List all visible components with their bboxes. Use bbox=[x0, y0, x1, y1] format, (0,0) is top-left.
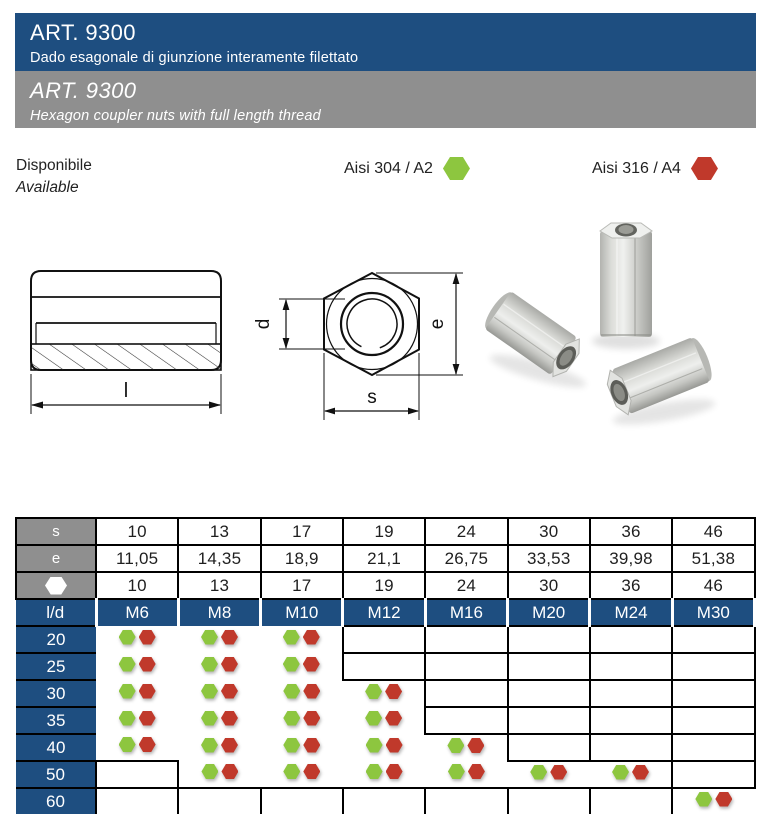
availability-label-it: Disponibile bbox=[16, 157, 92, 174]
red-hex-icon bbox=[303, 711, 320, 726]
availability-cell-available bbox=[508, 761, 590, 788]
spec-value-cell: 46 bbox=[672, 518, 754, 545]
row-header-e: e bbox=[16, 545, 96, 572]
legend-aisi-304 bbox=[344, 157, 470, 180]
thread-size-cell: M30 bbox=[672, 599, 754, 626]
spec-value-cell: 18,9 bbox=[261, 545, 343, 572]
red-hex-icon bbox=[303, 630, 320, 645]
spec-value-cell: 14,35 bbox=[178, 545, 260, 572]
availability-cell-available bbox=[261, 707, 343, 734]
row-header-length-40: 40 bbox=[16, 734, 96, 761]
green-hex-icon bbox=[119, 657, 136, 672]
availability-pair bbox=[283, 684, 320, 699]
availability-cell-empty bbox=[590, 680, 672, 707]
availability-cell-empty bbox=[508, 680, 590, 707]
availability-cell-available bbox=[96, 680, 178, 707]
availability-pair bbox=[201, 684, 238, 699]
thread-size-cell: M8 bbox=[178, 599, 260, 626]
availability-pair bbox=[119, 684, 156, 699]
green-hex-icon bbox=[119, 684, 136, 699]
spec-value-cell: 13 bbox=[178, 518, 260, 545]
row-header-length-35: 35 bbox=[16, 707, 96, 734]
hexagon-outline bbox=[324, 273, 419, 375]
green-hex-icon bbox=[283, 630, 300, 645]
availability-cell-available bbox=[590, 761, 672, 788]
red-hex-icon bbox=[468, 764, 485, 779]
availability-pair bbox=[283, 657, 320, 672]
spec-value-cell: 30 bbox=[508, 572, 590, 599]
red-hex-icon bbox=[385, 711, 402, 726]
length-row bbox=[16, 680, 755, 707]
availability-cell-available bbox=[261, 761, 343, 788]
green-hex-icon bbox=[201, 764, 218, 779]
availability-cell-empty bbox=[425, 788, 507, 814]
availability-cell-empty bbox=[590, 707, 672, 734]
availability-cell-empty bbox=[672, 680, 754, 707]
article-description-en: Hexagon coupler nuts with full length thread bbox=[30, 108, 321, 125]
availability-pair bbox=[119, 630, 156, 645]
red-hex-icon bbox=[303, 738, 320, 753]
availability-cell-empty bbox=[590, 734, 672, 761]
availability-pair bbox=[448, 764, 485, 779]
availability-label-en: Available bbox=[16, 179, 79, 197]
availability-pair bbox=[612, 765, 649, 780]
green-hex-icon bbox=[119, 711, 136, 726]
green-hex-icon bbox=[612, 765, 629, 780]
row-header-hex-cell bbox=[16, 572, 96, 599]
thread-size-cell: M6 bbox=[96, 599, 178, 626]
length-row bbox=[16, 653, 755, 680]
availability-cell-empty bbox=[590, 653, 672, 680]
availability-cell-empty bbox=[343, 653, 425, 680]
availability-pair bbox=[365, 684, 402, 699]
green-hex-icon bbox=[448, 764, 465, 779]
dimension-length-label: l bbox=[123, 380, 129, 402]
length-row bbox=[16, 734, 755, 761]
availability-cell-empty bbox=[261, 788, 343, 814]
legend-aisi-316-label: Aisi 316 / A4 bbox=[592, 159, 681, 177]
availability-cell-available bbox=[96, 707, 178, 734]
availability-cell-empty bbox=[425, 626, 507, 653]
availability-cell-empty bbox=[508, 707, 590, 734]
availability-pair bbox=[695, 792, 732, 807]
spec-value-cell: 26,75 bbox=[425, 545, 507, 572]
legend-aisi-304-label: Aisi 304 / A2 bbox=[344, 159, 433, 177]
red-hex-icon bbox=[632, 765, 649, 780]
spec-value-cell: 30 bbox=[508, 518, 590, 545]
availability-cell-empty bbox=[672, 734, 754, 761]
red-hex-icon bbox=[139, 630, 156, 645]
row-header-length-30: 30 bbox=[16, 680, 96, 707]
article-number-en: ART. 9300 bbox=[30, 78, 137, 103]
availability-cell-available bbox=[178, 707, 260, 734]
red-hex-icon bbox=[139, 711, 156, 726]
drawing-side-view bbox=[25, 264, 227, 421]
availability-pair bbox=[119, 711, 156, 726]
spec-value-cell: 17 bbox=[261, 572, 343, 599]
drawing-front-view bbox=[253, 248, 468, 425]
availability-pair bbox=[530, 765, 567, 780]
spec-value-cell: 10 bbox=[96, 572, 178, 599]
red-hex-icon bbox=[139, 684, 156, 699]
red-hex-icon bbox=[303, 684, 320, 699]
availability-cell-available bbox=[672, 788, 754, 814]
red-hex-icon bbox=[139, 737, 156, 752]
green-hex-icon bbox=[201, 657, 218, 672]
spec-header-row bbox=[16, 545, 755, 572]
article-description-it: Dado esagonale di giunzione interamente filettato bbox=[30, 50, 359, 67]
spec-value-cell: 36 bbox=[590, 572, 672, 599]
red-hex-icon bbox=[221, 738, 238, 753]
red-hex-icon bbox=[550, 765, 567, 780]
green-hex-icon bbox=[695, 792, 712, 807]
spec-value-cell: 11,05 bbox=[96, 545, 178, 572]
product-photo bbox=[468, 198, 763, 433]
availability-cell-available bbox=[425, 734, 507, 761]
green-hex-icon bbox=[201, 711, 218, 726]
green-hex-icon bbox=[365, 684, 382, 699]
availability-cell-available bbox=[178, 653, 260, 680]
header-bar-english bbox=[15, 71, 756, 128]
availability-cell-empty bbox=[508, 734, 590, 761]
availability-cell-empty bbox=[672, 761, 754, 788]
availability-cell-empty bbox=[425, 653, 507, 680]
availability-cell-available bbox=[343, 734, 425, 761]
availability-cell-available bbox=[96, 626, 178, 653]
green-hex-icon bbox=[201, 738, 218, 753]
row-header-length-60: 60 bbox=[16, 788, 96, 814]
availability-pair bbox=[283, 764, 320, 779]
spec-value-cell: 36 bbox=[590, 518, 672, 545]
spec-value-cell: 46 bbox=[672, 572, 754, 599]
availability-cell-available bbox=[96, 653, 178, 680]
availability-cell-empty bbox=[590, 788, 672, 814]
thread-size-cell: M20 bbox=[508, 599, 590, 626]
row-header-length-20: 20 bbox=[16, 626, 96, 653]
availability-cell-available bbox=[178, 761, 260, 788]
availability-pair bbox=[366, 764, 403, 779]
availability-cell-empty bbox=[508, 626, 590, 653]
thread-size-cell: M12 bbox=[343, 599, 425, 626]
availability-cell-empty bbox=[425, 707, 507, 734]
row-header-s: s bbox=[16, 518, 96, 545]
availability-cell-empty bbox=[590, 626, 672, 653]
article-number-it: ART. 9300 bbox=[30, 20, 136, 45]
red-hex-icon bbox=[139, 657, 156, 672]
availability-pair bbox=[283, 630, 320, 645]
availability-pair bbox=[283, 711, 320, 726]
green-hex-icon bbox=[283, 684, 300, 699]
availability-pair bbox=[447, 738, 484, 753]
availability-cell-available bbox=[261, 626, 343, 653]
spec-value-cell: 21,1 bbox=[343, 545, 425, 572]
spec-value-cell: 24 bbox=[425, 518, 507, 545]
green-hex-icon bbox=[201, 630, 218, 645]
availability-cell-available bbox=[425, 761, 507, 788]
green-hex-icon bbox=[283, 711, 300, 726]
red-hex-icon bbox=[715, 792, 732, 807]
spec-value-cell: 51,38 bbox=[672, 545, 754, 572]
availability-pair bbox=[119, 657, 156, 672]
spec-header-row bbox=[16, 518, 755, 545]
red-hex-icon bbox=[386, 764, 403, 779]
availability-cell-available bbox=[343, 761, 425, 788]
green-hex-icon bbox=[283, 764, 300, 779]
availability-cell-empty bbox=[425, 680, 507, 707]
header-bar-italian bbox=[15, 13, 756, 71]
availability-cell-empty bbox=[672, 653, 754, 680]
green-hex-icon bbox=[530, 765, 547, 780]
green-hex-icon bbox=[201, 684, 218, 699]
red-hex-icon bbox=[385, 684, 402, 699]
red-hex-icon bbox=[303, 657, 320, 672]
availability-cell-empty bbox=[96, 788, 178, 814]
red-hex-icon bbox=[221, 711, 238, 726]
row-header-ld: l/d bbox=[16, 599, 96, 626]
spec-value-cell: 24 bbox=[425, 572, 507, 599]
availability-pair bbox=[366, 738, 403, 753]
spec-value-cell: 17 bbox=[261, 518, 343, 545]
availability-cell-empty bbox=[343, 788, 425, 814]
availability-cell-available bbox=[96, 734, 178, 761]
availability-label bbox=[16, 155, 92, 200]
length-row bbox=[16, 626, 755, 653]
availability-cell-available bbox=[178, 626, 260, 653]
hex-nut-icon bbox=[45, 577, 67, 595]
spec-header-row bbox=[16, 572, 755, 599]
red-hex-icon bbox=[467, 738, 484, 753]
green-hex-icon bbox=[365, 711, 382, 726]
thread-size-row bbox=[16, 599, 755, 626]
availability-cell-empty bbox=[508, 788, 590, 814]
availability-cell-empty bbox=[178, 788, 260, 814]
row-header-length-50: 50 bbox=[16, 761, 96, 788]
green-hex-icon bbox=[447, 738, 464, 753]
red-hex-icon bbox=[221, 684, 238, 699]
spec-value-cell: 33,53 bbox=[508, 545, 590, 572]
length-row bbox=[16, 707, 755, 734]
green-hex-icon bbox=[283, 738, 300, 753]
spec-value-cell: 39,98 bbox=[590, 545, 672, 572]
availability-pair bbox=[201, 764, 238, 779]
spec-value-cell: 13 bbox=[178, 572, 260, 599]
availability-cell-empty bbox=[672, 707, 754, 734]
red-hex-icon bbox=[221, 764, 238, 779]
availability-cell-available bbox=[261, 653, 343, 680]
aisi316-red-hex-icon bbox=[691, 157, 718, 180]
row-header-length-25: 25 bbox=[16, 653, 96, 680]
green-hex-icon bbox=[119, 737, 136, 752]
spec-value-cell: 19 bbox=[343, 572, 425, 599]
availability-cell-available bbox=[261, 734, 343, 761]
dimension-d-label: d bbox=[253, 318, 274, 330]
availability-cell-empty bbox=[96, 761, 178, 788]
availability-cell-empty bbox=[672, 626, 754, 653]
availability-pair bbox=[201, 630, 238, 645]
availability-cell-available bbox=[343, 680, 425, 707]
green-hex-icon bbox=[366, 764, 383, 779]
spec-table bbox=[15, 517, 756, 814]
red-hex-icon bbox=[221, 657, 238, 672]
dimension-e-label: e bbox=[427, 318, 448, 330]
spec-value-cell: 10 bbox=[96, 518, 178, 545]
coupler-nut-standing bbox=[600, 223, 652, 337]
red-hex-icon bbox=[386, 738, 403, 753]
length-row bbox=[16, 788, 755, 814]
dimension-s-label: s bbox=[367, 387, 377, 408]
thread-size-cell: M10 bbox=[261, 599, 343, 626]
aisi304-green-hex-icon bbox=[443, 157, 470, 180]
red-hex-icon bbox=[221, 630, 238, 645]
thread-size-cell: M24 bbox=[590, 599, 672, 626]
length-row bbox=[16, 761, 755, 788]
red-hex-icon bbox=[303, 764, 320, 779]
green-hex-icon bbox=[119, 630, 136, 645]
green-hex-icon bbox=[366, 738, 383, 753]
spec-value-cell: 19 bbox=[343, 518, 425, 545]
availability-pair bbox=[201, 657, 238, 672]
legend-aisi-316 bbox=[592, 157, 718, 180]
availability-cell-available bbox=[178, 734, 260, 761]
availability-pair bbox=[283, 738, 320, 753]
availability-cell-available bbox=[178, 680, 260, 707]
availability-cell-empty bbox=[343, 626, 425, 653]
availability-cell-empty bbox=[508, 653, 590, 680]
availability-cell-available bbox=[261, 680, 343, 707]
availability-cell-available bbox=[343, 707, 425, 734]
availability-pair bbox=[201, 711, 238, 726]
thread-size-cell: M16 bbox=[425, 599, 507, 626]
green-hex-icon bbox=[283, 657, 300, 672]
availability-pair bbox=[365, 711, 402, 726]
availability-pair bbox=[201, 738, 238, 753]
availability-pair bbox=[119, 737, 156, 752]
